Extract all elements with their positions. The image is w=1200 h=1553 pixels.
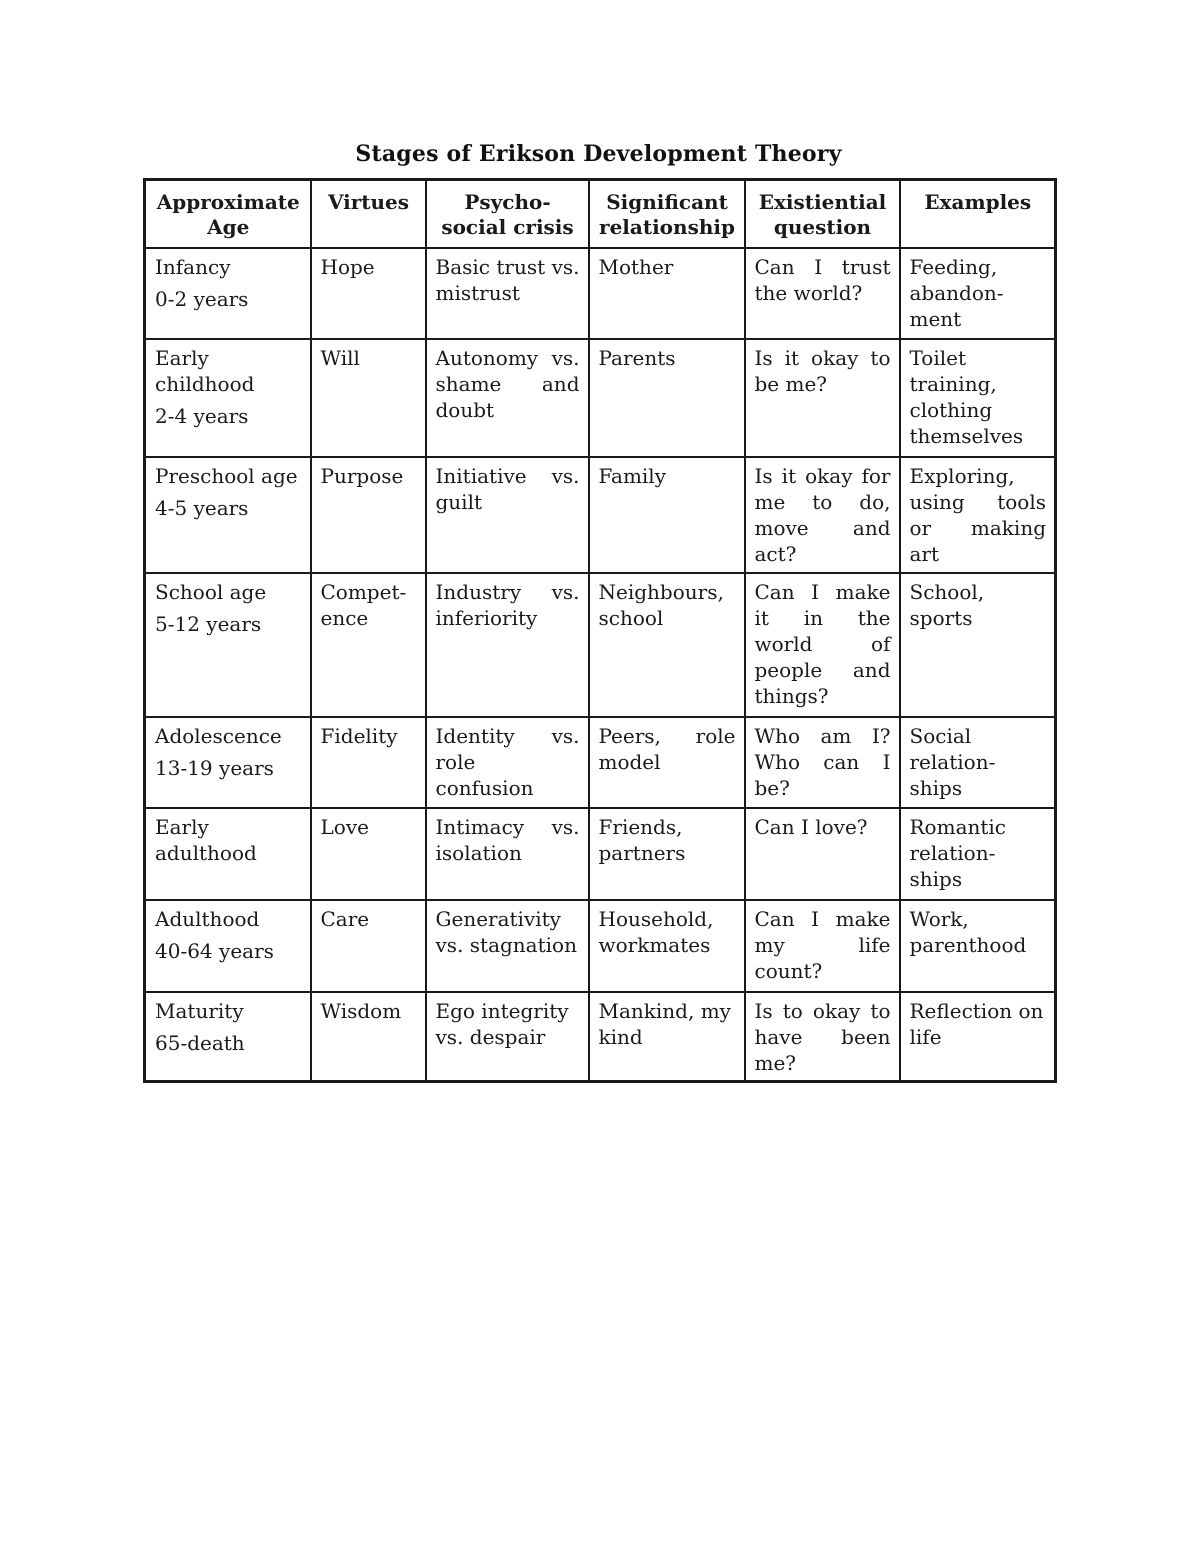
cell-examples: Work, parenthood <box>900 900 1056 992</box>
table-row <box>145 248 1056 339</box>
age-range: 2-4 years <box>155 403 249 428</box>
age-label: Early adulthood <box>155 814 257 865</box>
age-range: 5-12 years <box>155 611 262 636</box>
cell-age <box>145 248 311 339</box>
cell-crisis: Identity vs. role confusion <box>426 717 589 808</box>
cell-crisis: Basic trust vs. mistrust <box>426 248 589 339</box>
erikson-stages-table <box>143 178 1057 1083</box>
table-row <box>145 992 1056 1082</box>
cell-examples: Feeding, abandon-ment <box>900 248 1056 339</box>
cell-relationship: Neighbours, school <box>589 573 745 717</box>
cell-crisis: Autonomy vs. shame and doubt <box>426 339 589 457</box>
cell-examples: Social relation-ships <box>900 717 1056 808</box>
cell-virtue: Will <box>311 339 426 457</box>
cell-virtue: Purpose <box>311 457 426 573</box>
cell-relationship: Mankind, my kind <box>589 992 745 1082</box>
age-label: Infancy <box>155 254 231 279</box>
age-label: Adulthood <box>155 906 260 931</box>
header-significant-relationship: Significant relationship <box>589 180 745 248</box>
table-row <box>145 457 1056 573</box>
cell-question: Can I make it in the world of people and things? <box>745 573 900 717</box>
header-psychosocial-crisis: Psycho-social crisis <box>426 180 589 248</box>
cell-virtue: Wisdom <box>311 992 426 1082</box>
cell-relationship: Mother <box>589 248 745 339</box>
cell-age <box>145 808 311 900</box>
cell-age <box>145 457 311 573</box>
table-header-row <box>145 180 1056 248</box>
age-range: 0-2 years <box>155 286 249 311</box>
cell-virtue: Love <box>311 808 426 900</box>
cell-question: Is it okay to be me? <box>745 339 900 457</box>
table-row <box>145 573 1056 717</box>
cell-examples: School, sports <box>900 573 1056 717</box>
age-range: 65-death <box>155 1030 245 1055</box>
cell-crisis: Generativity vs. stagnation <box>426 900 589 992</box>
cell-relationship: Household, workmates <box>589 900 745 992</box>
cell-question: Who am I? Who can I be? <box>745 717 900 808</box>
cell-virtue: Hope <box>311 248 426 339</box>
document-title: Stages of Erikson Development Theory <box>355 141 842 167</box>
cell-virtue: Fidelity <box>311 717 426 808</box>
cell-relationship: Family <box>589 457 745 573</box>
cell-age <box>145 717 311 808</box>
table-row <box>145 717 1056 808</box>
header-examples: Examples <box>900 180 1056 248</box>
cell-relationship: Peers, role model <box>589 717 745 808</box>
cell-age <box>145 339 311 457</box>
header-existential-question: Existiential question <box>745 180 900 248</box>
cell-crisis: Intimacy vs. isolation <box>426 808 589 900</box>
cell-crisis: Initiative vs. guilt <box>426 457 589 573</box>
cell-examples: Exploring, using tools or making art <box>900 457 1056 573</box>
header-virtues: Virtues <box>311 180 426 248</box>
table-row <box>145 808 1056 900</box>
cell-crisis: Industry vs. inferiority <box>426 573 589 717</box>
age-label: Maturity <box>155 998 244 1023</box>
header-approximate-age: Approximate Age <box>145 180 311 248</box>
cell-examples: Reflection on life <box>900 992 1056 1082</box>
cell-examples: Toilet training, clothing themselves <box>900 339 1056 457</box>
cell-question: Is to okay to have been me? <box>745 992 900 1082</box>
cell-question: Can I trust the world? <box>745 248 900 339</box>
age-range: 4-5 years <box>155 495 249 520</box>
table-row <box>145 339 1056 457</box>
age-label: Preschool age <box>155 463 298 488</box>
age-range: 40-64 years <box>155 938 274 963</box>
age-label: School age <box>155 579 267 604</box>
cell-relationship: Friends, partners <box>589 808 745 900</box>
cell-virtue: Care <box>311 900 426 992</box>
cell-question: Can I make my life count? <box>745 900 900 992</box>
cell-age <box>145 900 311 992</box>
cell-question: Can I love? <box>745 808 900 900</box>
table-row <box>145 900 1056 992</box>
cell-examples: Romantic relation-ships <box>900 808 1056 900</box>
cell-crisis: Ego integrity vs. despair <box>426 992 589 1082</box>
cell-question: Is it okay for me to do, move and act? <box>745 457 900 573</box>
age-range: 13-19 years <box>155 755 274 780</box>
cell-relationship: Parents <box>589 339 745 457</box>
age-label: Adolescence <box>155 723 282 748</box>
age-label: Early childhood <box>155 345 255 396</box>
cell-age <box>145 992 311 1082</box>
cell-virtue: Compet-ence <box>311 573 426 717</box>
cell-age <box>145 573 311 717</box>
